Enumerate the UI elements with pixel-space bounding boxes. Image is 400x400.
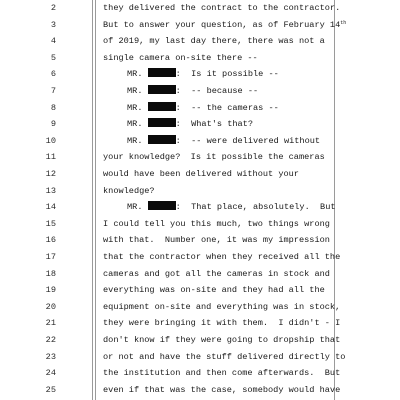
left-margin-rule-inner	[95, 0, 96, 400]
text-segment: would have been delivered without your	[103, 169, 299, 179]
line-number: 22	[45, 335, 56, 345]
line-number: 24	[45, 368, 56, 379]
text-segment: everything was on-site and they had all the	[103, 285, 325, 296]
text-segment: : -- because --	[175, 86, 259, 96]
text-segment: the institution and then come afterwards. But	[103, 368, 341, 379]
text-segment: But to answer your question, as of February 14	[103, 19, 341, 30]
text-segment: MR.	[127, 102, 148, 113]
redaction-box	[148, 118, 176, 127]
text-segment: cameras and got all the cameras in stock and	[103, 268, 330, 279]
line-text	[103, 50, 258, 66]
text-segment: with that. Number one, it was my impression	[103, 235, 330, 246]
line-text	[103, 199, 336, 215]
line-text	[103, 66, 279, 82]
text-segment: MR.	[127, 202, 148, 213]
line-number: 12	[45, 169, 56, 179]
line-number: 13	[45, 185, 56, 196]
line-number: 20	[45, 301, 56, 312]
line-text	[103, 83, 258, 99]
line-number: 11	[45, 152, 56, 163]
text-segment: MR.	[127, 119, 148, 130]
line-text	[103, 17, 346, 33]
text-segment: or not and have the stuff delivered directly to	[103, 351, 346, 362]
redaction-box	[148, 85, 176, 94]
line-number: 19	[45, 285, 56, 296]
text-segment: MR.	[127, 86, 148, 96]
line-text	[103, 365, 340, 381]
line-text	[103, 232, 330, 248]
text-segment: they delivered the contract to the contractor.	[103, 3, 341, 13]
text-segment: knowledge?	[103, 185, 155, 196]
line-number: 15	[45, 218, 56, 229]
line-number: 14	[45, 202, 56, 213]
line-number: 5	[50, 52, 56, 63]
line-number: 4	[50, 36, 56, 47]
text-segment: of 2019, my last day there, there was not a	[103, 36, 325, 47]
line-number: 23	[45, 351, 56, 362]
line-text	[103, 116, 253, 132]
line-number: 18	[45, 268, 56, 279]
text-segment: : That place, absolutely. But	[175, 202, 336, 213]
redaction-box	[148, 201, 176, 210]
line-number: 17	[45, 252, 56, 262]
line-number: 16	[45, 235, 56, 246]
line-text	[103, 216, 330, 232]
line-text	[103, 382, 340, 398]
line-number: 3	[50, 19, 56, 30]
line-number: 7	[50, 86, 56, 96]
redaction-box	[148, 135, 176, 144]
line-text	[103, 100, 279, 116]
text-segment: I could tell you this much, two things wrong	[103, 218, 330, 229]
left-margin-rule-outer	[92, 0, 93, 400]
text-segment: don't know if they were going to dropship that	[103, 335, 341, 345]
line-text	[103, 133, 320, 149]
line-number: 8	[50, 102, 56, 113]
text-segment: : What's that?	[175, 119, 253, 130]
line-number: 10	[45, 135, 56, 146]
line-number: 9	[50, 119, 56, 130]
text-segment: : -- were delivered without	[175, 135, 321, 146]
text-segment: MR.	[127, 135, 148, 146]
line-text	[103, 0, 340, 16]
line-text	[103, 166, 299, 182]
line-text	[103, 282, 325, 298]
ordinal-superscript: th	[340, 19, 347, 26]
text-segment: single camera on-site there --	[103, 52, 258, 63]
text-segment: equipment on-site and everything was in stock,	[103, 301, 341, 312]
text-segment: MR.	[127, 69, 148, 80]
text-segment: even if that was the case, somebody would have	[103, 384, 341, 395]
line-text	[103, 33, 325, 49]
text-segment: that the contractor when they received all the	[103, 252, 341, 262]
text-segment: your knowledge? Is it possible the cameras	[103, 152, 325, 163]
text-segment: they were bringing it with them. I didn't - I	[103, 318, 341, 329]
line-text	[103, 332, 340, 348]
line-number: 2	[50, 3, 56, 13]
text-segment: : Is it possible --	[175, 69, 279, 80]
line-number: 21	[45, 318, 56, 329]
line-text	[103, 266, 330, 282]
line-text	[103, 249, 340, 265]
line-text	[103, 149, 325, 165]
text-segment: : -- the cameras --	[175, 102, 279, 113]
line-text	[103, 299, 340, 315]
line-number: 25	[45, 384, 56, 395]
line-text	[103, 315, 340, 331]
line-text	[103, 183, 155, 199]
line-number: 6	[50, 69, 56, 80]
redaction-box	[148, 102, 176, 111]
line-text	[103, 349, 345, 365]
redaction-box	[148, 68, 176, 77]
